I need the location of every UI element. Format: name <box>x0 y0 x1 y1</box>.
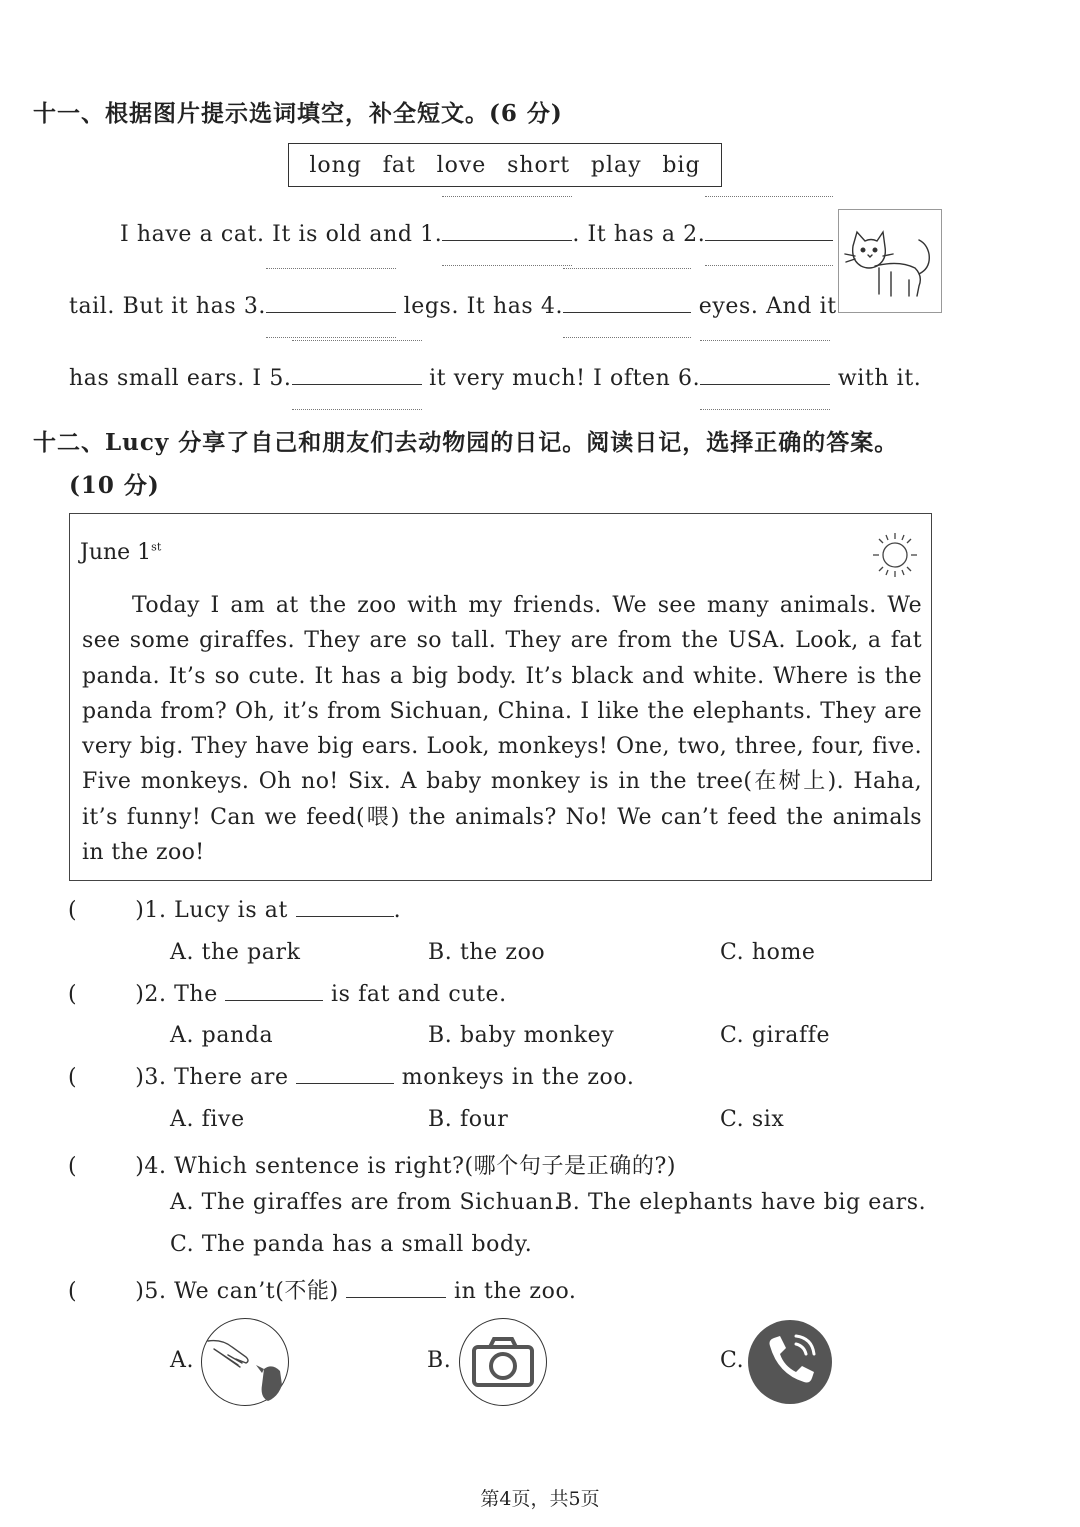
blank-5[interactable] <box>292 366 422 385</box>
question-text-after: . <box>393 898 402 923</box>
word-bank <box>288 143 722 187</box>
camera-icon[interactable] <box>459 1318 547 1406</box>
passage-line-1 <box>120 222 833 247</box>
blank-4[interactable] <box>563 294 691 313</box>
option-a[interactable]: A. The giraffes are from Sichuan. <box>170 1190 562 1215</box>
question-text: 2. The <box>144 982 218 1007</box>
option-b[interactable]: B. baby monkey <box>428 1023 615 1048</box>
answer-paren-open: ( <box>68 982 78 1007</box>
answer-paren-open: ( <box>68 1154 78 1179</box>
word-bank-item: love <box>436 152 487 178</box>
passage-line-2 <box>69 294 837 319</box>
question-1 <box>68 898 401 923</box>
answer-paren-close: ) <box>135 1154 145 1179</box>
passage-text: tail. But it has 3. <box>69 294 267 319</box>
section-12-title: 十二、Lucy 分享了自己和朋友们去动物园的日记。阅读日记，选择正确的答案。 <box>33 429 899 456</box>
answer-paren-close: ) <box>135 1279 145 1304</box>
answer-paren-close: ) <box>135 1065 145 1090</box>
option-a[interactable]: A. panda <box>170 1023 274 1048</box>
question-text: 4. Which sentence is right?(哪个句子是正确的?) <box>144 1154 677 1179</box>
answer-paren-open: ( <box>68 1279 78 1304</box>
question-blank <box>225 982 323 1001</box>
question-blank <box>296 1065 394 1084</box>
question-text: 3. There are <box>144 1065 289 1090</box>
section-12-points: (10 分) <box>69 472 160 499</box>
option-b[interactable]: B. the zoo <box>428 940 546 965</box>
passage-text: it very much! I often 6. <box>429 366 701 391</box>
question-5 <box>68 1274 577 1305</box>
question-text-after: monkeys in the zoo. <box>401 1065 635 1090</box>
word-bank-item: play <box>590 152 642 178</box>
word-bank-item: big <box>662 152 701 178</box>
word-bank-item: fat <box>382 152 416 178</box>
blank-2[interactable] <box>705 222 833 241</box>
question-text-after: in the zoo. <box>453 1279 577 1304</box>
question-2 <box>68 982 507 1007</box>
blank-3[interactable] <box>266 294 396 313</box>
answer-paren-open: ( <box>68 898 78 923</box>
passage-text: eyes. And it <box>698 294 837 319</box>
passage-line-3 <box>69 366 921 391</box>
passage-text: has small ears. I 5. <box>69 366 292 391</box>
sun-icon <box>870 530 920 580</box>
passage-text: I have a cat. It is old and 1. <box>120 222 443 247</box>
blank-6[interactable] <box>700 366 830 385</box>
option-a[interactable]: A. the park <box>170 940 301 965</box>
cat-picture-icon <box>838 209 942 313</box>
passage-text: legs. It has 4. <box>403 294 564 319</box>
question-text-after: is fat and cute. <box>331 982 507 1007</box>
question-3 <box>68 1065 634 1090</box>
phone-call-icon[interactable] <box>748 1320 832 1404</box>
option-a[interactable]: A. <box>170 1348 195 1373</box>
answer-paren-close: ) <box>135 898 145 923</box>
option-c[interactable]: C. The panda has a small body. <box>170 1232 533 1257</box>
question-text: 5. We can’t(不能) <box>144 1279 339 1304</box>
option-a[interactable]: A. five <box>170 1107 245 1132</box>
passage-text: . It has a 2. <box>572 222 706 247</box>
diary-paragraph: Today I am at the zoo with my friends. We see many animals. We see some giraffes. They are so tall. They are from the USA. Look, a fat panda. It’s so cute. It has a big body. It’s black and white. Where is the panda from? Oh, it’s from Sichuan, China. I like the elephants. They are very big. They have big ears. Look, monkeys! One, two, three, four, five. Five monkeys. Oh no! Six. A baby monkey is in the tree(在树上). Haha, it’s funny! Can we feed(喂) the animals? No! We can’t feed the animals in the zoo! <box>82 593 922 866</box>
answer-paren-open: ( <box>68 1065 78 1090</box>
question-blank <box>296 898 394 917</box>
option-c[interactable]: C. giraffe <box>720 1023 831 1048</box>
word-bank-item: long <box>309 152 362 178</box>
question-text: 1. Lucy is at <box>144 898 288 923</box>
word-bank-item: short <box>507 152 571 178</box>
option-b[interactable]: B. four <box>428 1107 509 1132</box>
diary-date-suffix: st <box>151 540 162 554</box>
question-4 <box>68 1149 676 1180</box>
section-11-title: 十一、根据图片提示选词填空，补全短文。(6 分) <box>33 100 563 127</box>
option-c[interactable]: C. six <box>720 1107 785 1132</box>
diary-date-text: June 1 <box>80 540 152 565</box>
option-c[interactable]: C. home <box>720 940 816 965</box>
passage-text: with it. <box>837 366 922 391</box>
feed-bird-icon[interactable] <box>201 1318 289 1406</box>
option-b[interactable]: B. The elephants have big ears. <box>556 1190 927 1215</box>
option-b[interactable]: B. <box>427 1348 452 1373</box>
option-c[interactable]: C. <box>720 1348 745 1373</box>
diary-text <box>82 588 922 870</box>
question-blank <box>346 1279 446 1298</box>
diary-date <box>80 540 161 565</box>
answer-paren-close: ) <box>135 982 145 1007</box>
page-footer: 第4页，共5页 <box>480 1488 600 1510</box>
blank-1[interactable] <box>442 222 572 241</box>
